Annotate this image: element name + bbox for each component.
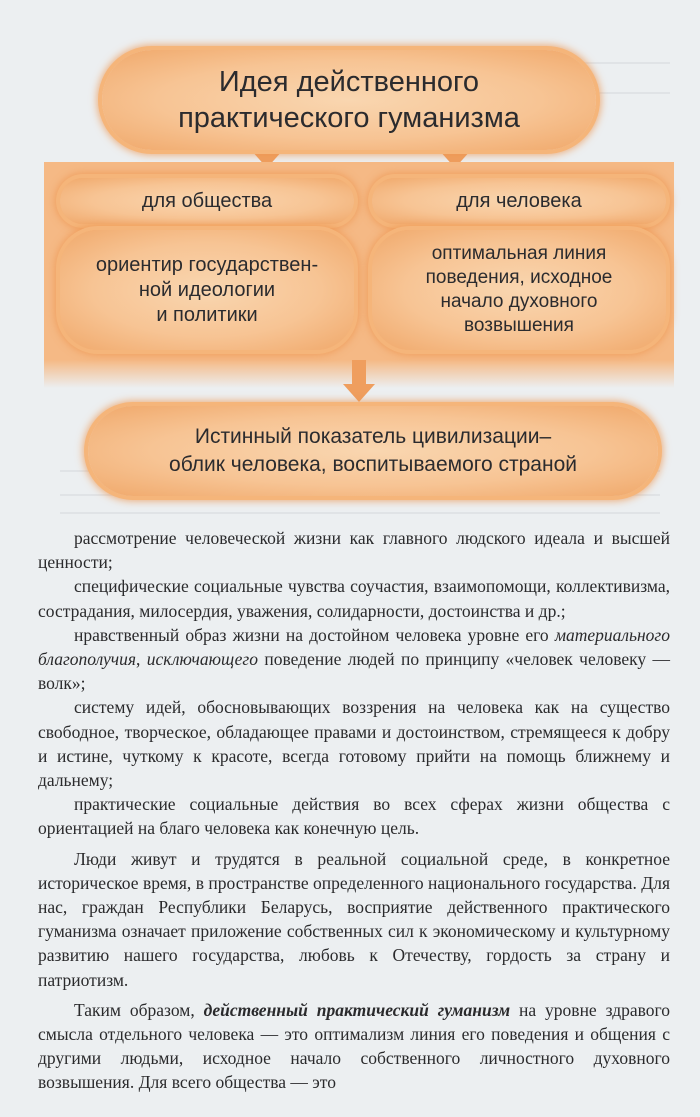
key-term: действенный практический гуманизм xyxy=(203,999,511,1020)
person-header: для человека xyxy=(456,189,582,212)
text-run: Таким образом, xyxy=(74,999,204,1020)
conclusion-line-2: облик человека, воспитываемого страной xyxy=(169,453,577,476)
text-run: , xyxy=(136,649,147,670)
conclusion-box xyxy=(88,406,658,496)
diagram-title-line-1: Идея действенного xyxy=(218,66,480,98)
gumanism-diagram xyxy=(0,0,700,520)
society-header: для общества xyxy=(141,189,273,212)
society-header-box xyxy=(60,178,354,224)
person-description-box xyxy=(372,230,666,350)
diagram-title-line-2: практического гуманизма xyxy=(178,102,520,134)
person-description-line: поведения, исходное xyxy=(425,267,613,288)
paragraph: систему идей, обосновывающих воззрения на человека как на существо свободное, творческое, обладающее правами и достоинством, стремящееся к добру и истине, чуткому к красоте, всегда готовому прийти на помощь ближнему и дальнему; xyxy=(38,697,670,791)
emphasis: материального благополучия xyxy=(38,624,670,670)
paragraph: рассмотрение человеческой жизни как главного людского идеала и высшей ценности; xyxy=(38,528,670,573)
paragraph xyxy=(38,998,670,1095)
arrow-down-center-icon xyxy=(343,384,375,402)
text-run: поведение людей по принципу «человек человеку — волк»; xyxy=(38,649,671,694)
person-description-line: возвышения xyxy=(464,315,574,336)
society-description-line: ориентир государствен- xyxy=(95,253,319,276)
person-description-line: оптимальная линия xyxy=(431,243,607,264)
society-description-box xyxy=(60,230,354,350)
person-description-line: начало духовного xyxy=(440,291,598,312)
emphasis: исключающего xyxy=(146,649,258,670)
text-run: на уровне здравого смысла отдельного человека — это оптимализм линия его поведения и общения с другими людьми, исходное начало собственного личностного духовного возвышения. Для всего общества — это xyxy=(38,999,671,1093)
body-text xyxy=(38,526,670,1095)
paragraph: практические социальные действия во всех сферах жизни общества с ориентацией на благо человека как конечную цель. xyxy=(38,794,670,839)
society-description-line: и политики xyxy=(156,303,258,326)
diagram-title-box xyxy=(102,50,596,150)
paragraph: Люди живут и трудятся в реальной социальной среде, в конкретное историческое время, в пространстве определенного национального государства. Для нас, граждан Республики Беларусь, восприятие действенного практического гуманизма означает приложение собственных сил к экономическому и культурному развитию нашего государства, любовь к Отечеству, гордость за страну и патриотизм. xyxy=(38,848,670,990)
paragraph: специфические социальные чувства соучастия, взаимопомощи, коллективизма, сострадания, милосердия, уважения, солидарности, достоинства и др.; xyxy=(38,576,670,621)
society-description-line: ной идеологии xyxy=(138,278,276,301)
conclusion-line-1: Истинный показатель цивилизации– xyxy=(194,425,552,448)
paragraph xyxy=(38,623,670,696)
text-run: нравственный образ жизни на достойном человека уровне его xyxy=(74,624,555,645)
person-header-box xyxy=(372,178,666,224)
